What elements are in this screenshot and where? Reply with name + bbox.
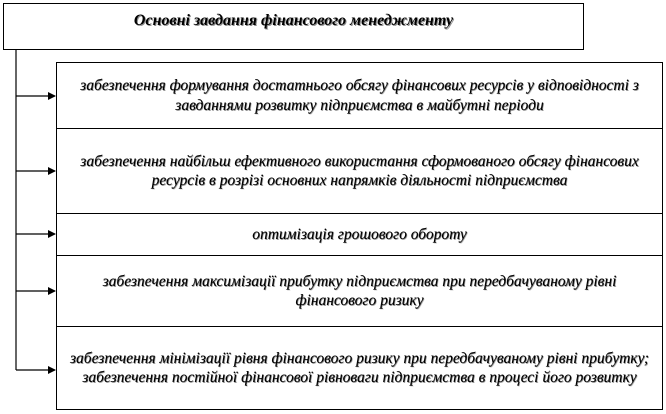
task-box-profit-maximization: забезпечення максимізації прибутку підприємства при передбачуваному рівні фінансового ризику (56, 255, 663, 327)
diagram-title: Основні завдання фінансового менеджменту (3, 3, 584, 50)
task-box-risk-minimization: забезпечення мінімізації рівня фінансового ризику при передбачуваному рівні прибутку; забезпечення постійної фінансової рівноваги підприємства в процесі його розвитку (56, 326, 663, 410)
task-box-resource-usage: забезпечення найбільш ефективного використання сформованого обсягу фінансових ресурсів в розрізі основних напрямків діяльності підприємства (56, 128, 663, 214)
task-box-cash-flow-optimization: оптимізація грошового обороту (56, 213, 663, 256)
task-box-resource-formation: забезпечення формування достатнього обсягу фінансових ресурсів у відповідності з завданнями розвитку підприємства в майбутні періоди (56, 62, 663, 129)
